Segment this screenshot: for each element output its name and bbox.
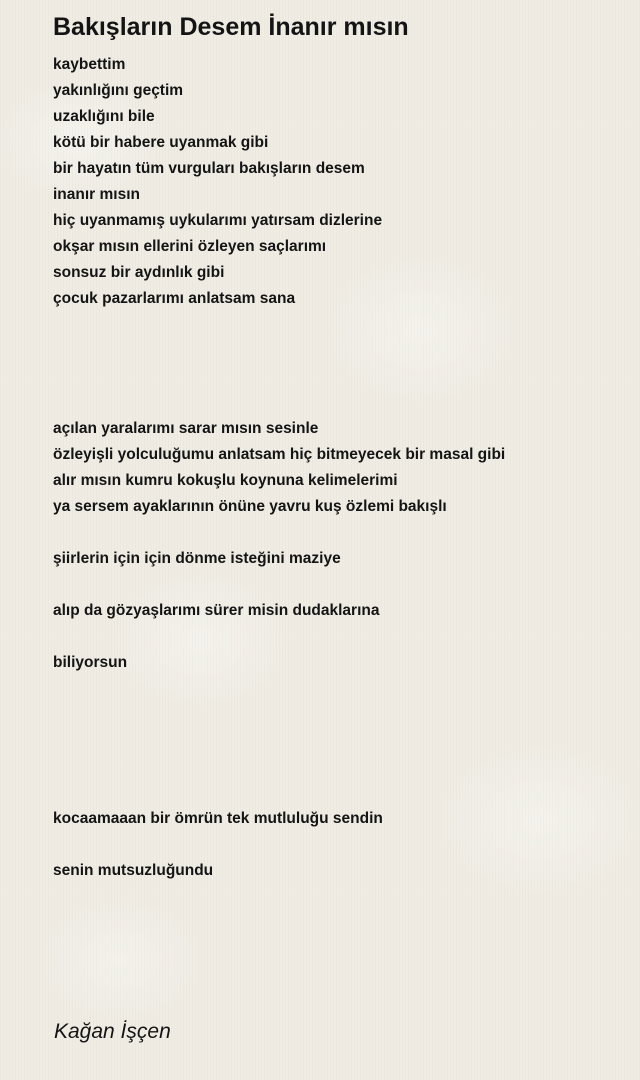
poem-line: senin mutsuzluğundu: [53, 862, 214, 879]
poem-blank-line: [53, 390, 613, 416]
poem-line: kaybettim: [53, 56, 126, 73]
poem-line: yakınlığını geçtim: [53, 82, 184, 99]
poem-line: özleyişli yolculuğumu anlatsam hiç bitmeyecek bir masal gibi: [53, 446, 506, 463]
poem-line: alır mısın kumru kokuşlu koynuna kelimelerimi: [53, 472, 398, 489]
poem-blank-line: [53, 676, 613, 702]
poem-blank-line: [53, 364, 613, 390]
poem-line: biliyorsun: [53, 654, 128, 671]
poem-blank-line: [53, 754, 613, 780]
poem-blank-line: [53, 572, 613, 598]
poem-line: hiç uyanmamış uykularımı yatırsam dizlerine: [53, 212, 383, 229]
poem-blank-line: [53, 624, 613, 650]
poem-blank-line: [53, 312, 613, 338]
poem-blank-line: [53, 702, 613, 728]
poem-line: uzaklığını bile: [53, 108, 155, 125]
poem-blank-line: [53, 832, 613, 858]
poem-line: çocuk pazarlarımı anlatsam sana: [53, 290, 296, 307]
poem-blank-line: [53, 780, 613, 806]
poem-title: Bakışların Desem İnanır mısın: [53, 13, 409, 41]
poem-line: şiirlerin için için dönme isteğini maziye: [53, 550, 341, 567]
poem-blank-line: [53, 338, 613, 364]
poem-line: ya sersem ayaklarının önüne yavru kuş özlemi bakışlı: [53, 498, 447, 515]
poem-body: [53, 52, 613, 884]
poem-blank-line: [53, 728, 613, 754]
poem-line: kötü bir habere uyanmak gibi: [53, 134, 269, 151]
poem-author: Kağan İşçen: [54, 1020, 171, 1043]
poem-blank-line: [53, 520, 613, 546]
poem-line: inanır mısın: [53, 186, 140, 203]
poem-line: açılan yaralarımı sarar mısın sesinle: [53, 420, 319, 437]
poem-line: okşar mısın ellerini özleyen saçlarımı: [53, 238, 327, 255]
poem-line: alıp da gözyaşlarımı sürer misin dudaklarına: [53, 602, 380, 619]
poem-line: kocaamaaan bir ömrün tek mutluluğu sendin: [53, 810, 383, 827]
poem-line: sonsuz bir aydınlık gibi: [53, 264, 225, 281]
poem-line: bir hayatın tüm vurguları bakışların desem: [53, 160, 365, 177]
